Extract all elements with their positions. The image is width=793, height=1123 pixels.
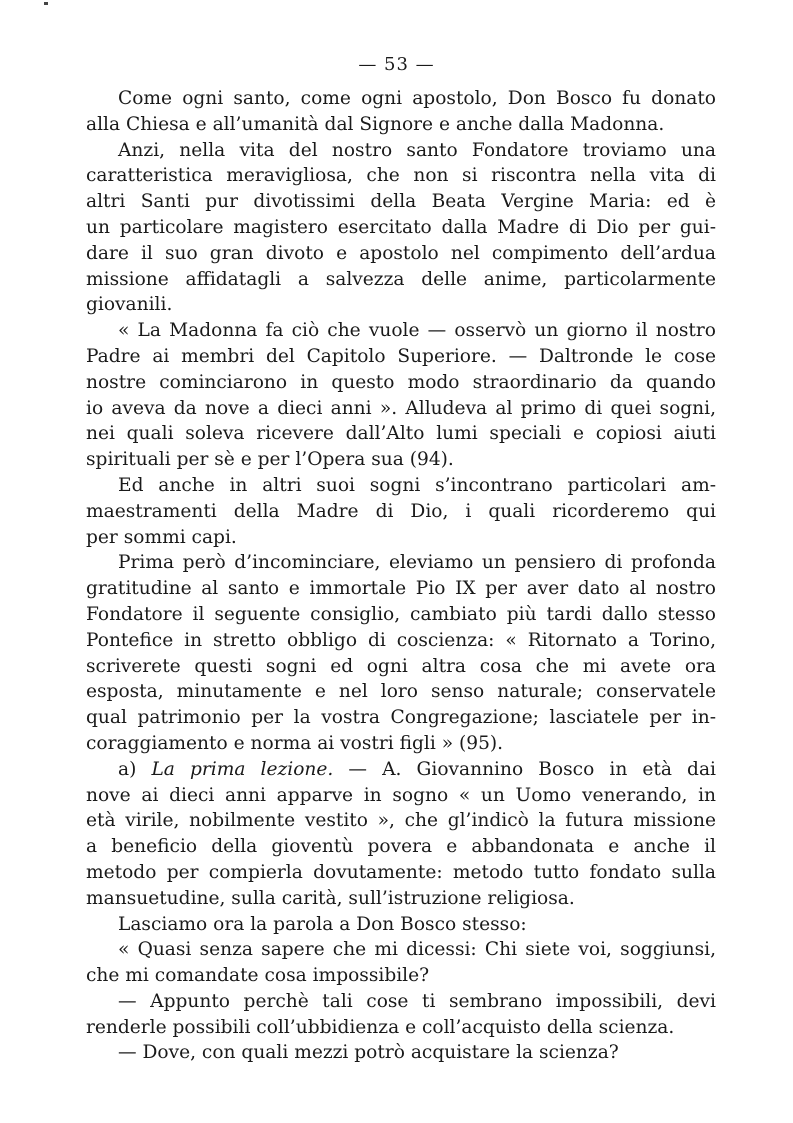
text-line: « Quasi senza sapere che mi dicessi: Chi siete voi, soggiunsi, <box>118 939 716 961</box>
text-line: per sommi capi. <box>86 526 237 548</box>
text-line: altri Santi pur divotissimi della Beata Vergine Maria: ed è <box>86 191 716 213</box>
text-line: Padre ai membri del Capitolo Superiore. — Daltronde le cose <box>86 345 716 367</box>
text-line: scriverete questi sogni ed ogni altra cosa che mi avete ora <box>86 655 716 677</box>
text-line: — Dove, con quali mezzi potrò acquistare la scienza? <box>118 1042 619 1064</box>
text-line: nove ai dieci anni apparve in sogno « un Uomo venerando, in <box>86 784 716 806</box>
text-line: metodo per compierla dovutamente: metodo tutto fondato sulla <box>86 861 716 883</box>
section-title: La prima lezione. <box>151 758 334 780</box>
text-line: esposta, minutamente e nel loro senso naturale; conservatele <box>86 681 716 703</box>
text-line: maestramenti della Madre di Dio, i quali ricorderemo qui <box>86 500 716 522</box>
text-line: Prima però d’incominciare, eleviamo un pensiero di profonda <box>118 552 716 574</box>
body-text <box>86 86 716 1066</box>
page-number: — 53 — <box>358 54 435 75</box>
text-line: gratitudine al santo e immortale Pio IX per aver dato al nostro <box>86 578 716 600</box>
text-line: renderle possibili coll’ubbidienza e coll’acquisto della scienza. <box>86 1016 675 1038</box>
print-speck <box>44 2 48 5</box>
text-line: Ed anche in altri suoi sogni s’incontrano particolari am- <box>118 474 716 496</box>
text-line: un particolare magistero esercitato dalla Madre di Dio per gui- <box>86 216 716 238</box>
text-line: che mi comandate cosa impossibile? <box>86 965 430 987</box>
text-line: età virile, nobilmente vestito », che gl’indicò la futura missione <box>86 810 716 832</box>
section-label: a) <box>118 758 152 780</box>
text-line: spirituali per sè e per l’Opera sua (94). <box>86 449 454 471</box>
text-line: mansuetudine, sulla carità, sull’istruzione religiosa. <box>86 887 575 909</box>
text-line: coraggiamento e norma ai vostri figli » (95). <box>86 732 504 754</box>
text-line: Anzi, nella vita del nostro santo Fondatore troviamo una <box>118 139 716 161</box>
text-line: dare il suo gran divoto e apostolo nel compimento dell’ardua <box>86 242 716 264</box>
text-line: Pontefice in stretto obbligo di coscienza: « Ritornato a Torino, <box>86 629 716 651</box>
text-line: a beneficio della gioventù povera e abbandonata e anche il <box>86 836 716 858</box>
text-line: nei quali soleva ricevere dall’Alto lumi speciali e copiosi aiuti <box>86 423 716 445</box>
text-line: io aveva da nove a dieci anni ». Alludeva al primo di quei sogni, <box>86 397 716 419</box>
text-run: — A. Giovannino Bosco in età dai <box>333 758 716 780</box>
text-line <box>86 757 716 783</box>
text-line: giovanili. <box>86 294 173 316</box>
text-line: alla Chiesa e all’umanità dal Signore e anche dalla Madonna. <box>86 113 665 135</box>
text-line: — Appunto perchè tali cose ti sembrano impossibili, devi <box>118 990 716 1012</box>
text-line: Come ogni santo, come ogni apostolo, Don Bosco fu donato <box>118 88 716 109</box>
text-line: qual patrimonio per la vostra Congregazione; lasciatele per in- <box>86 707 716 729</box>
text-line: « La Madonna fa ciò che vuole — osservò un giorno il nostro <box>118 320 716 342</box>
text-line: nostre cominciarono in questo modo straordinario da quando <box>86 371 716 393</box>
text-line: caratteristica meravigliosa, che non si riscontra nella vita di <box>86 165 716 187</box>
text-line: missione affidatagli a salvezza delle anime, particolarmente <box>86 268 716 290</box>
text-line: Fondatore il seguente consiglio, cambiato più tardi dallo stesso <box>86 603 716 625</box>
text-line: Lasciamo ora la parola a Don Bosco stesso: <box>118 913 527 935</box>
